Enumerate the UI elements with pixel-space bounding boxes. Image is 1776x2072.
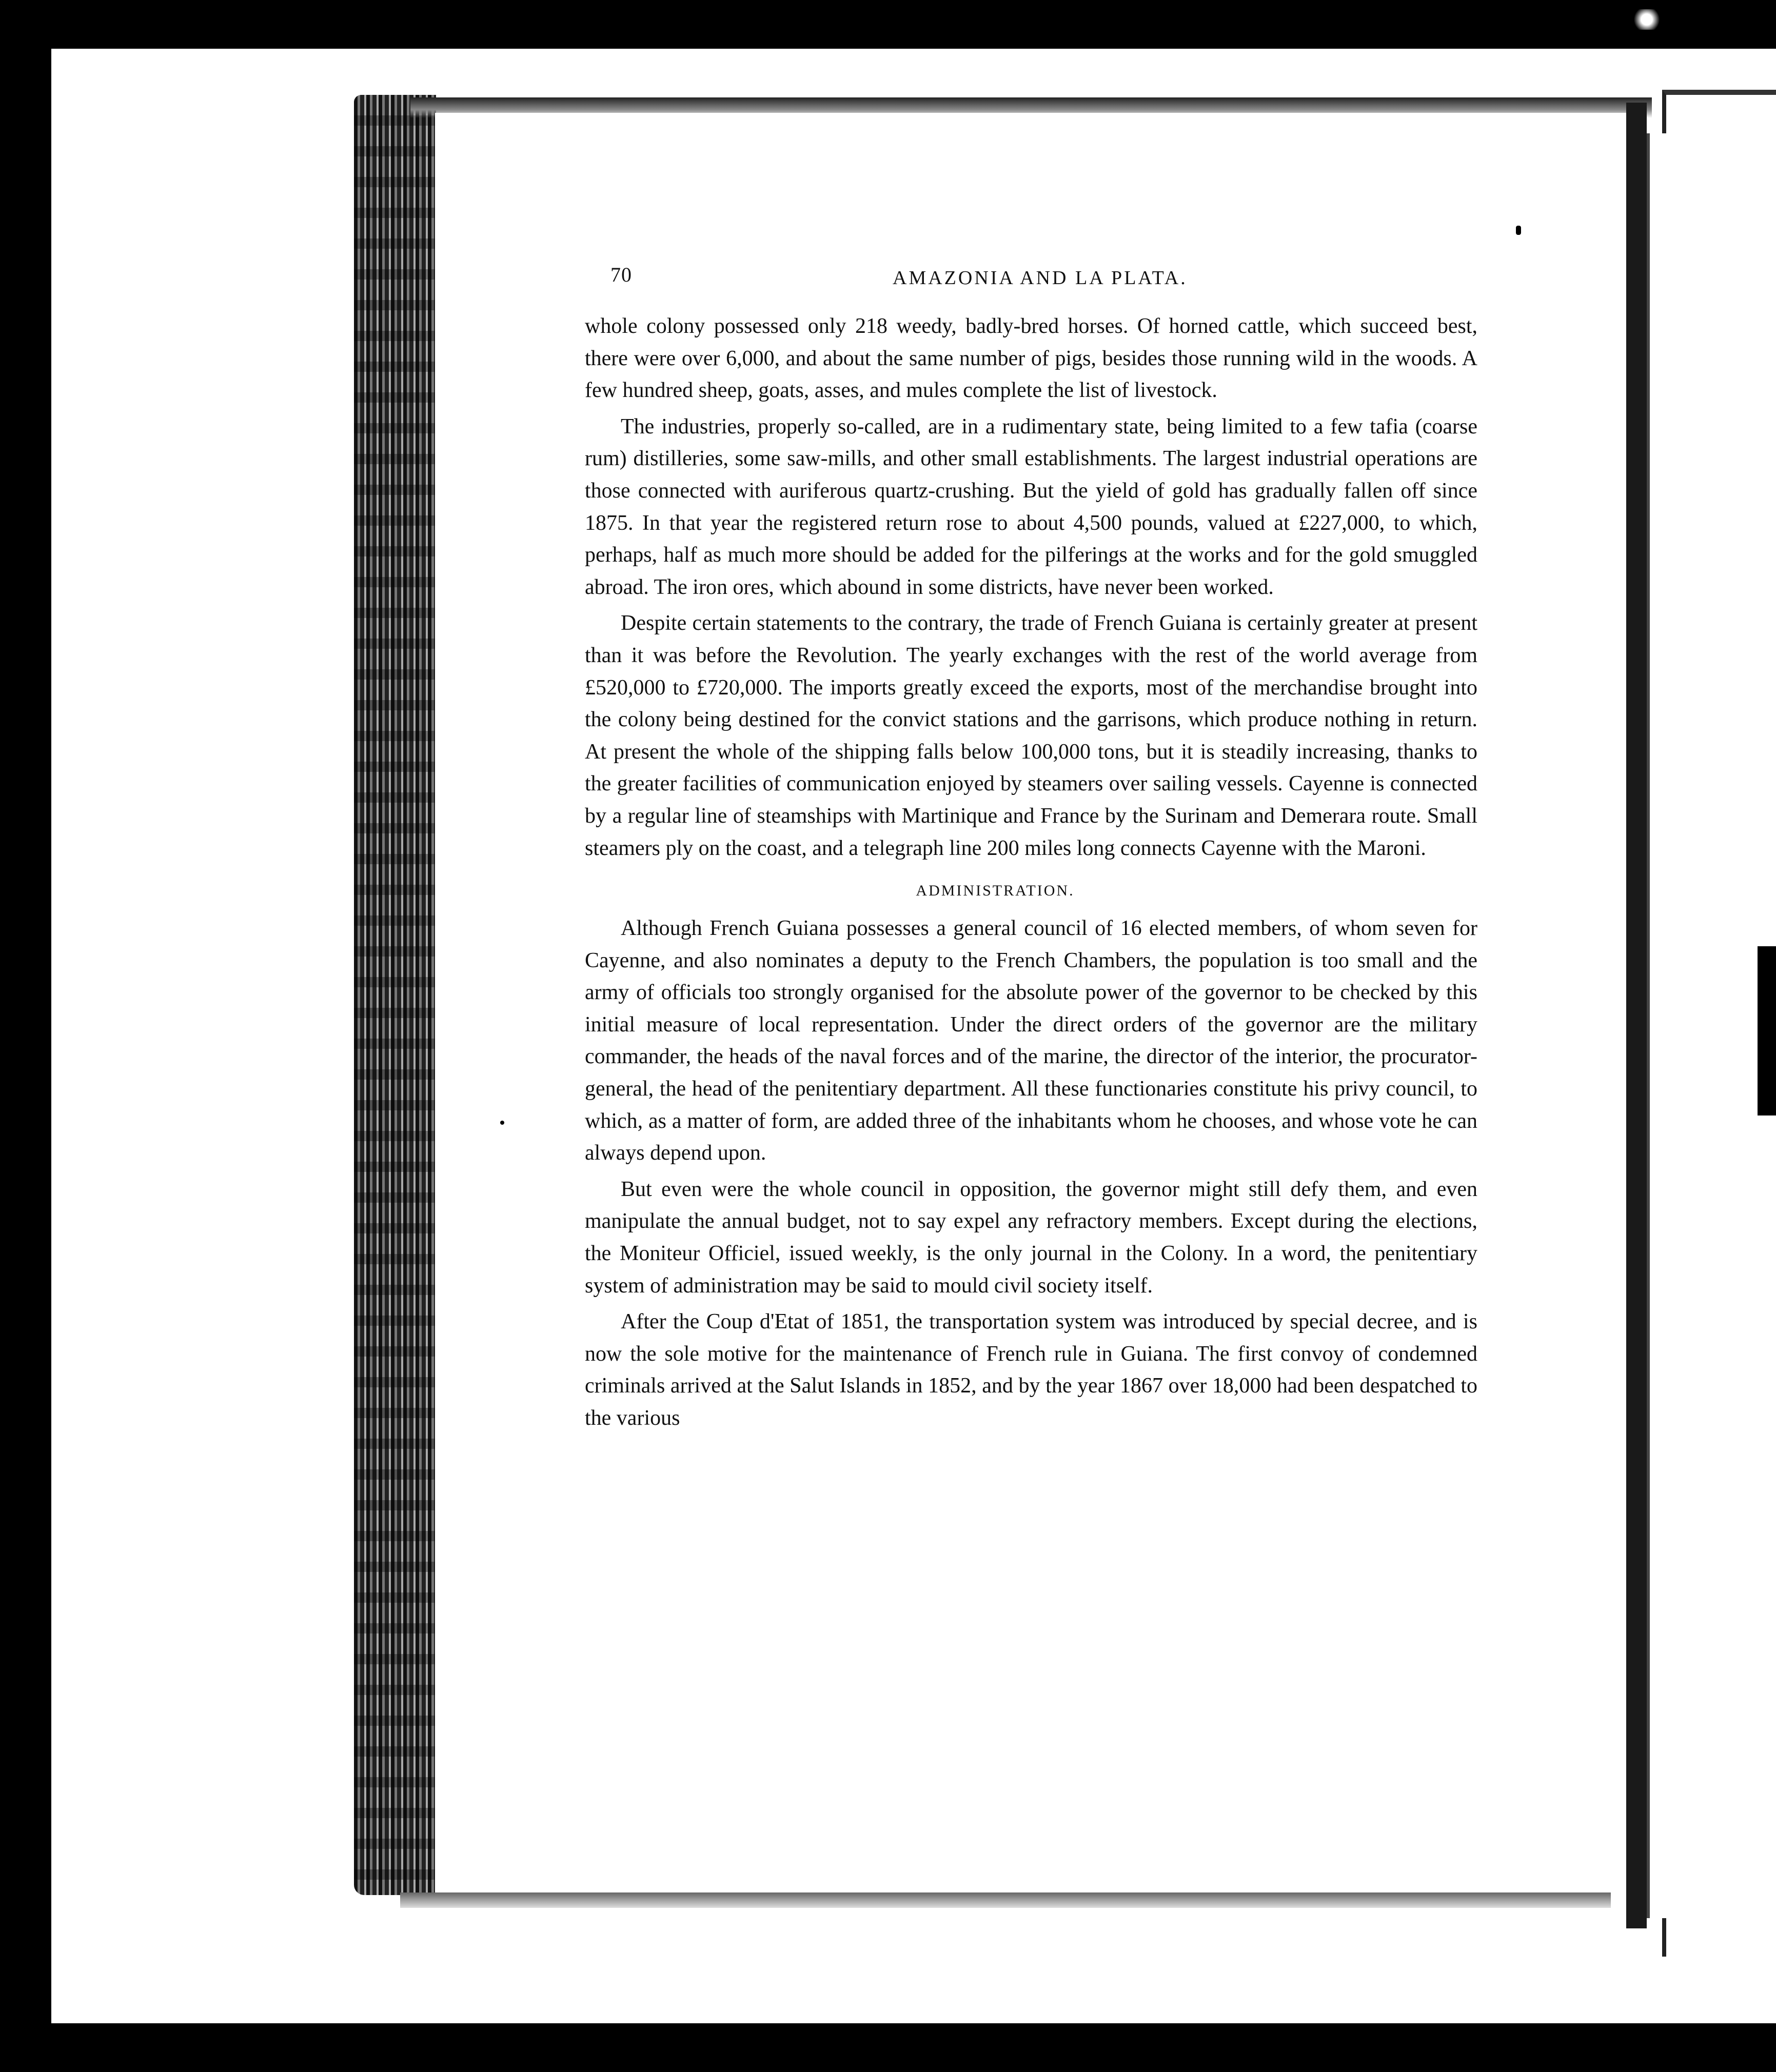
paragraph: But even were the whole council in opposition, the governor might still defy them, and even manipulate the annual budget, not to say expel any refractory members. Except during the elections, the Moniteur Officiel, issued weekly, is the only journal in the Colony. In a word, the penitentiary system of administration may be said to mould civil society itself. xyxy=(585,1177,1477,1298)
paragraph: After the Coup d'Etat of 1851, the transportation system was introduced by special decree, and is now the sole motive for the maintenance of French rule in Guiana. The first convoy of condemned criminals arrived at the Salut Islands in 1852, and by the year 1867 over 18,000 had been despatched to the various xyxy=(585,1310,1477,1430)
book-page-edges xyxy=(354,95,436,1895)
page-header xyxy=(610,263,1513,293)
section-heading: ADMINISTRATION. xyxy=(916,882,1075,900)
running-title: AMAZONIA AND LA PLATA. xyxy=(893,267,1188,289)
paragraph: Despite certain statements to the contrary, the trade of French Guiana is certainly greater at present than it was before the Revolution. The yearly exchanges with the rest of the world average from £520,000 to £720,000. The imports greatly exceed the exports, most of the merchandise brought into the colony being destined for the convict stations and the garrisons, which produce nothing in return. At present the whole of the shipping falls below 100,000 tons, but it is steadily increasing, thanks to the greater facilities of communication enjoyed by steamers over sailing vessels. Cayenne is connected by a regular line of steamships with Martinique and France by the Surinam and Demerara route. Small steamers ply on the coast, and a telegraph line 200 miles long connects Cayenne with the Maroni. xyxy=(585,611,1477,860)
page-body xyxy=(585,310,1477,1439)
scan-tab-mark xyxy=(1758,946,1776,1115)
page-number: 70 xyxy=(610,263,632,286)
scan-artifact xyxy=(1631,9,1662,30)
speck xyxy=(500,1121,504,1125)
paragraph: whole colony possessed only 218 weedy, badly-bred horses. Of horned cattle, which succeed best, there were over 6,000, and about the same number of pigs, besides those running wild in the woods. A few hundred sheep, goats, asses, and mules complete the list of livestock. xyxy=(585,314,1477,403)
speck xyxy=(1516,226,1521,235)
paragraph: The industries, properly so-called, are in a rudimentary state, being limited to a few tafia (coarse rum) distilleries, some saw-mills, and other small establishments. The largest industrial operations are those connected with auriferous quartz-crushing. But the yield of gold has gradually fallen off since 1875. In that year the registered return rose to about 4,500 pounds, valued at £227,000, to which, perhaps, half as much more should be added for the pilferings at the works and for the gold smuggled abroad. The iron ores, which abound in some districts, have never been worked. xyxy=(585,414,1477,599)
page-bottom-shadow xyxy=(400,1892,1611,1908)
book-cover-edge xyxy=(1626,103,1647,1928)
facing-page-edge xyxy=(1647,133,1670,1918)
paragraph: Although French Guiana possesses a general council of 16 elected members, of whom seven for Cayenne, and also nominates a deputy to the French Chambers, the population is too small and the army of officials too strongly organised for the absolute power of the governor to be checked by this initial measure of local representation. Under the direct orders of the governor are the military commander, the heads of the naval forces and of the marine, the director of the interior, the procurator-general, the head of the penitentiary department. All these functionaries constitute his privy council, to which, as a matter of form, are added three of the inhabitants whom he chooses, and whose vote he can always depend upon. xyxy=(585,917,1477,1165)
